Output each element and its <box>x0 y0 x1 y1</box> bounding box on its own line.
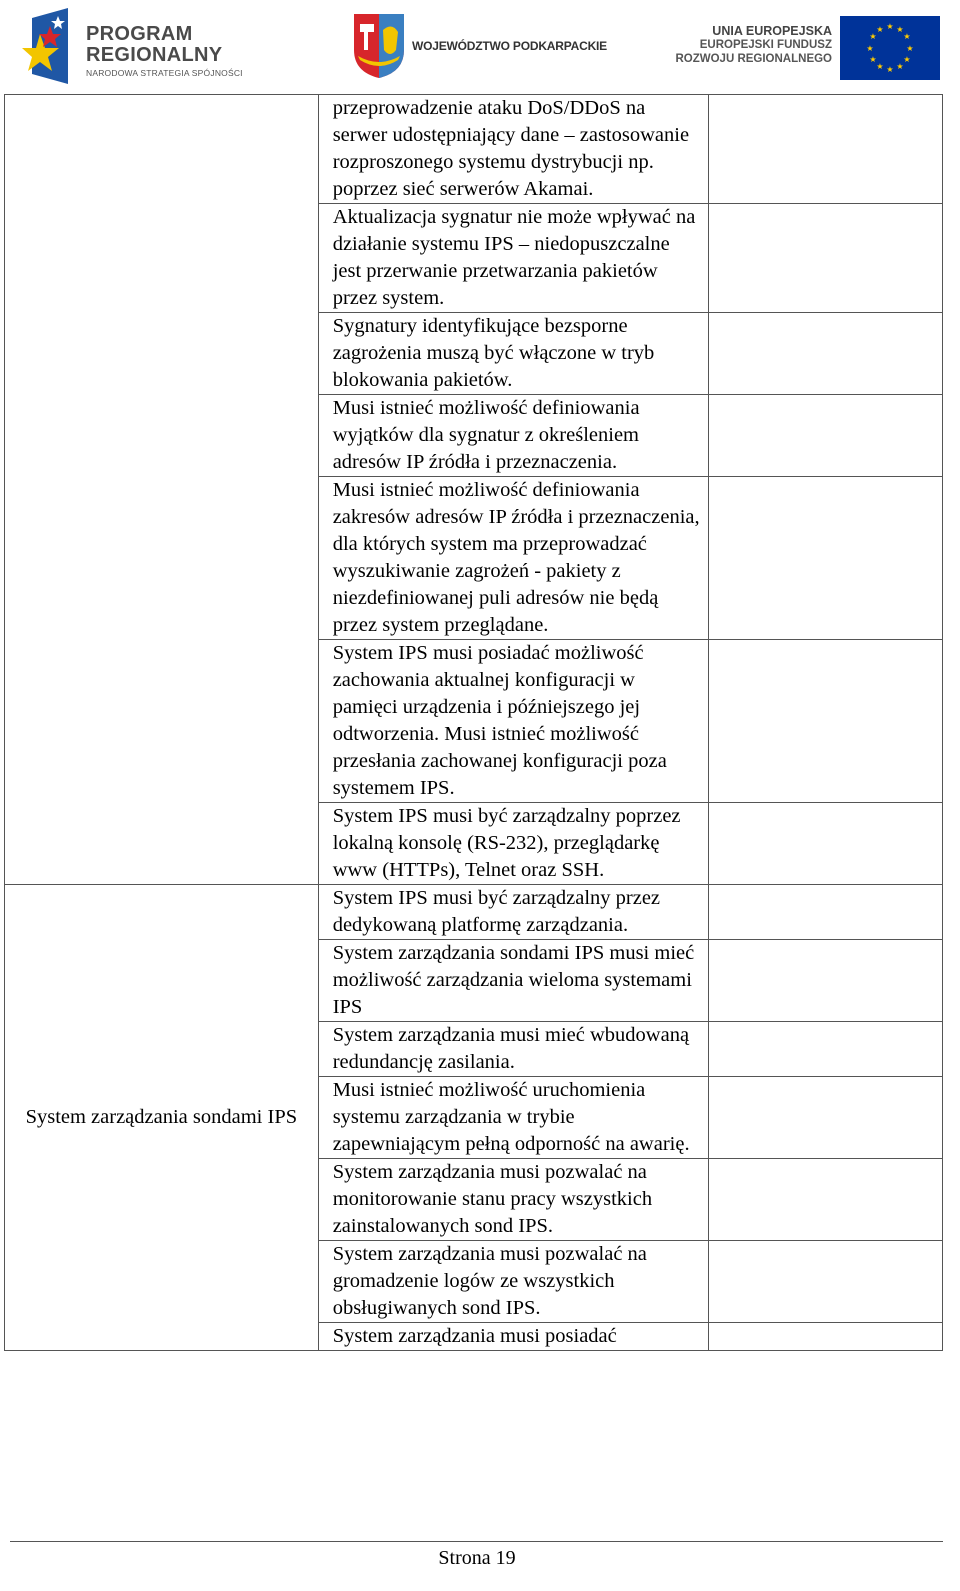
group2-category-cell <box>5 885 319 1351</box>
compliance-cell <box>709 1022 943 1077</box>
svg-text:★: ★ <box>869 55 877 64</box>
compliance-cell <box>709 477 943 640</box>
requirement-cell: System IPS musi posiadać możliwość zachowania aktualnej konfiguracji w pamięci urządzenia i późniejszego jej odtworzenia. Musi istnieć możliwość przesłania zachowanej konfiguracji poza systemem IPS. <box>318 640 709 803</box>
table-row <box>5 95 943 204</box>
logo-podkarpackie-text: WOJEWÓDZTWO PODKARPACKIE <box>412 39 607 53</box>
eu-line3: ROZWOJU REGIONALNEGO <box>675 53 832 65</box>
table-row <box>5 885 943 940</box>
program-regionalny-logo <box>22 4 262 86</box>
requirement-cell: Aktualizacja sygnatur nie może wpływać na działanie systemu IPS – niedopuszczalne jest przerwanie przetwarzania pakietów przez system. <box>318 204 709 313</box>
compliance-cell <box>709 1241 943 1323</box>
wojewodztwo-podkarpackie-logo <box>352 10 632 80</box>
svg-text:★: ★ <box>903 55 911 64</box>
requirement-cell: przeprowadzenie ataku DoS/DDoS na serwer udostępniający dane – zastosowanie rozproszonego systemu dystrybucji np. poprzez sieć serwerów Akamai. <box>318 95 709 204</box>
svg-text:★: ★ <box>869 32 877 41</box>
svg-text:★: ★ <box>896 62 904 71</box>
svg-text:★: ★ <box>896 25 904 34</box>
compliance-cell <box>709 95 943 204</box>
requirement-cell: Sygnatury identyfikujące bezsporne zagrożenia muszą być włączone w tryb blokowania pakietów. <box>318 313 709 395</box>
compliance-cell <box>709 313 943 395</box>
svg-text:★: ★ <box>903 32 911 41</box>
eu-flag-icon <box>840 16 940 80</box>
page-number: Strona 19 <box>438 1547 516 1569</box>
logo-regionalny-text: REGIONALNY <box>86 44 223 66</box>
requirement-cell: System zarządzania musi posiadać <box>318 1323 709 1351</box>
compliance-cell <box>709 803 943 885</box>
compliance-cell <box>709 1323 943 1351</box>
compliance-cell <box>709 1077 943 1159</box>
requirement-cell: Musi istnieć możliwość uruchomienia systemu zarządzania w trybie zapewniającym pełną odporność na awarię. <box>318 1077 709 1159</box>
svg-text:★: ★ <box>876 62 884 71</box>
eu-line1: UNIA EUROPEJSKA <box>712 24 832 38</box>
requirement-cell: System zarządzania musi pozwalać na monitorowanie stanu pracy wszystkich zainstalowanych sond IPS. <box>318 1159 709 1241</box>
specification-table <box>4 94 943 1351</box>
svg-text:★: ★ <box>876 25 884 34</box>
requirement-cell: System zarządzania sondami IPS musi mieć możliwość zarządzania wieloma systemami IPS <box>318 940 709 1022</box>
eu-logo <box>675 10 940 82</box>
svg-text:★: ★ <box>866 44 874 53</box>
page-header <box>0 0 960 92</box>
group1-category-cell <box>5 95 319 885</box>
requirement-cell: System IPS musi być zarządzalny poprzez lokalną konsolę (RS-232), przeglądarkę www (HTTPs), Telnet oraz SSH. <box>318 803 709 885</box>
compliance-cell <box>709 395 943 477</box>
group2-category-label: System zarządzania sondami IPS <box>25 1106 298 1128</box>
compliance-cell <box>709 885 943 940</box>
coat-of-arms-icon <box>352 10 406 80</box>
requirement-cell: System IPS musi być zarządzalny przez dedykowaną platformę zarządzania. <box>318 885 709 940</box>
svg-text:★: ★ <box>886 65 894 74</box>
svg-text:★: ★ <box>906 44 914 53</box>
requirement-cell: Musi istnieć możliwość definiowania zakresów adresów IP źródła i przeznaczenia, dla których system ma przeprowadzać wyszukiwanie zagrożeń - pakiety z niezdefiniowanej puli adresów nie będą przez system przeglądane. <box>318 477 709 640</box>
compliance-cell <box>709 640 943 803</box>
logo-program-text: PROGRAM <box>86 23 193 45</box>
compliance-cell <box>709 940 943 1022</box>
compliance-cell <box>709 1159 943 1241</box>
compliance-cell <box>709 204 943 313</box>
svg-text:★: ★ <box>886 22 894 31</box>
eu-line2: EUROPEJSKI FUNDUSZ <box>699 39 832 51</box>
requirement-cell: Musi istnieć możliwość definiowania wyjątków dla sygnatur z określeniem adresów IP źródła i przeznaczenia. <box>318 395 709 477</box>
logo-tagline: NARODOWA STRATEGIA SPÓJNOŚCI <box>86 68 243 78</box>
program-regionalny-emblem-icon <box>22 4 82 86</box>
requirement-cell: System zarządzania musi mieć wbudowaną redundancję zasilania. <box>318 1022 709 1077</box>
requirement-cell: System zarządzania musi pozwalać na gromadzenie logów ze wszystkich obsługiwanych sond IPS. <box>318 1241 709 1323</box>
footer-divider <box>10 1541 943 1542</box>
